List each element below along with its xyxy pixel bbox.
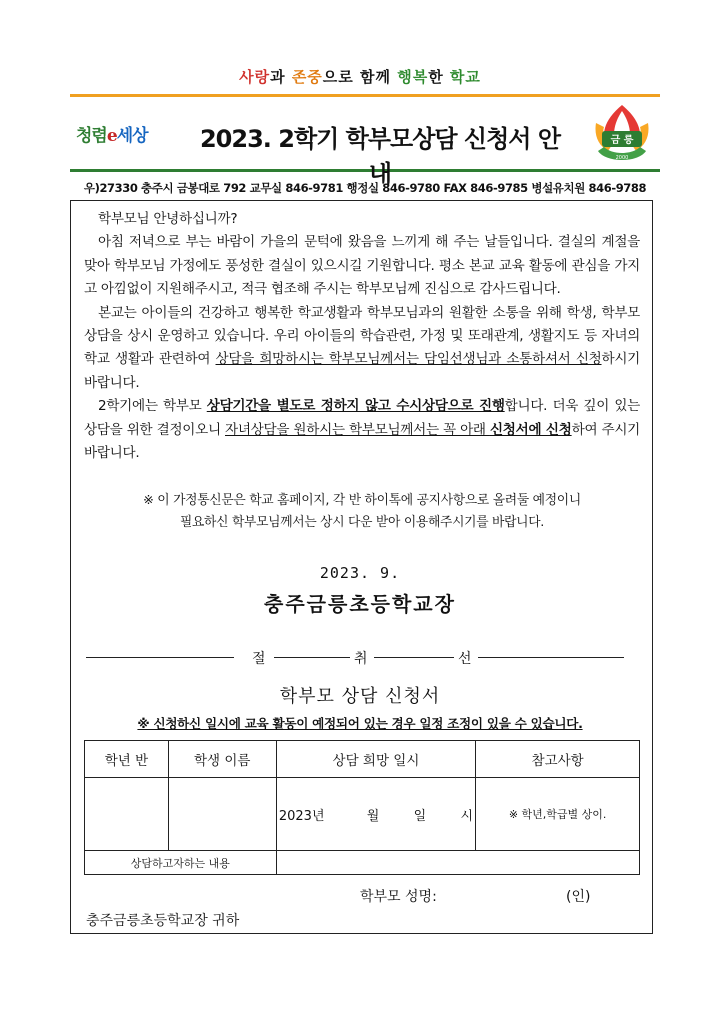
content-label: 상담하고자하는 내용 [85, 851, 277, 875]
motto-part: 으로 함께 [322, 68, 398, 86]
distribution-notice: ※ 이 가정통신문은 학교 홈페이지, 각 반 하이톡에 공지사항으로 올려둘 예정이니 필요하신 학부모님께서는 상시 다운 받아 이용해주시기를 바랍니다. [143, 493, 581, 530]
school-address: 우)27330 충주시 금봉대로 792 교무실 846-9781 행정실 846-9780 FAX 846-9785 병설유치원 846-9788 [83, 181, 647, 195]
table-row [85, 851, 640, 875]
header-student-name: 학생 이름 [168, 741, 276, 778]
emblem-year: 2000 [615, 155, 629, 161]
cut-char: 선 [458, 651, 472, 667]
motto-part: 존중 [291, 68, 323, 86]
cut-line [86, 648, 624, 668]
memo-hint: ※ 학년,학급별 상이. [476, 778, 640, 851]
paragraph-2: 본교는 아이들의 건강하고 행복한 학교생활과 학부모님과의 원활한 소통을 위해 학생, 학부모 상담을 상시 운영하고 있습니다. 우리 아이들의 학습관련, 가정 및 또래관계, 생활지도 등 자녀의 학교 생활과 관련하여 상담을 희망하시는 학부모님께서는 담임선생님과 소통하셔서 신청하시기 바랍니다. [84, 304, 641, 391]
letter-body [84, 208, 640, 465]
cut-line-segment [274, 657, 350, 658]
motto-part: 한 [428, 68, 450, 86]
school-motto [0, 66, 720, 87]
motto-part: 학교 [449, 68, 481, 86]
integrity-slogan-logo: 청렴e세상 [76, 126, 148, 146]
grade-field[interactable] [85, 778, 169, 851]
issue-date: 2023. 9. [319, 564, 401, 582]
motto-part: 행복 [397, 68, 429, 86]
motto-part: 과 [270, 68, 292, 86]
content-field[interactable] [276, 851, 639, 875]
form-note: ※ 신청하신 일시에 교육 활동이 예정되어 있는 경우 일정 조정이 있을 수 있습니다. [137, 716, 583, 731]
document-title: 2023. 2학기 학부모상담 신청서 안내 [199, 125, 561, 188]
greeting: 학부모님 안녕하십니까? [98, 211, 238, 227]
principal-name: 충주금릉초등학교장 [264, 592, 456, 616]
cut-line-segment [478, 657, 624, 658]
cut-line-segment [86, 657, 234, 658]
table-row [85, 741, 640, 778]
header-desired-date: 상담 희망 일시 [276, 741, 476, 778]
header-grade: 학년 반 [85, 741, 169, 778]
cut-char: 취 [354, 651, 368, 667]
cut-char: 절 [252, 651, 266, 667]
school-emblem-icon [590, 101, 654, 167]
seal-mark: (인) [566, 889, 591, 905]
cut-line-segment [374, 657, 454, 658]
form-title: 학부모 상담 신청서 [279, 686, 441, 707]
consultation-form-table [84, 740, 640, 875]
paragraph-1: 아침 저녁으로 부는 바람이 가을의 문턱에 왔음을 느끼게 해 주는 날들입니다. 결실의 계절을 맞아 학부모님 가정에도 풍성한 결실이 있으시길 기원합니다. 평소 본교 교육 활동에 관심을 가지고 아낌없이 지원해주시고, 적극 협조해 주시는 학부모님께 진심으로 감사드립니다. [84, 234, 640, 298]
motto-part: 사랑 [239, 68, 271, 86]
addressee: 충주금릉초등학교장 귀하 [86, 913, 240, 929]
table-row [85, 778, 640, 851]
emblem-label: 금 릉 [610, 135, 634, 146]
parent-signature-label: 학부모 성명: [360, 889, 437, 905]
student-name-field[interactable] [168, 778, 276, 851]
desired-date-field[interactable]: 2023년 월 일 시 [276, 778, 476, 851]
header-memo: 참고사항 [476, 741, 640, 778]
paragraph-3: 2학기에는 학부모 상담기간을 별도로 정하지 않고 수시상담으로 진행합니다. 더욱 깊이 있는 상담을 위한 결정이오니 자녀상담을 원하시는 학부모님께서는 꼭 아래 신청서에 신청하여 주시기 바랍니다. [84, 398, 640, 462]
